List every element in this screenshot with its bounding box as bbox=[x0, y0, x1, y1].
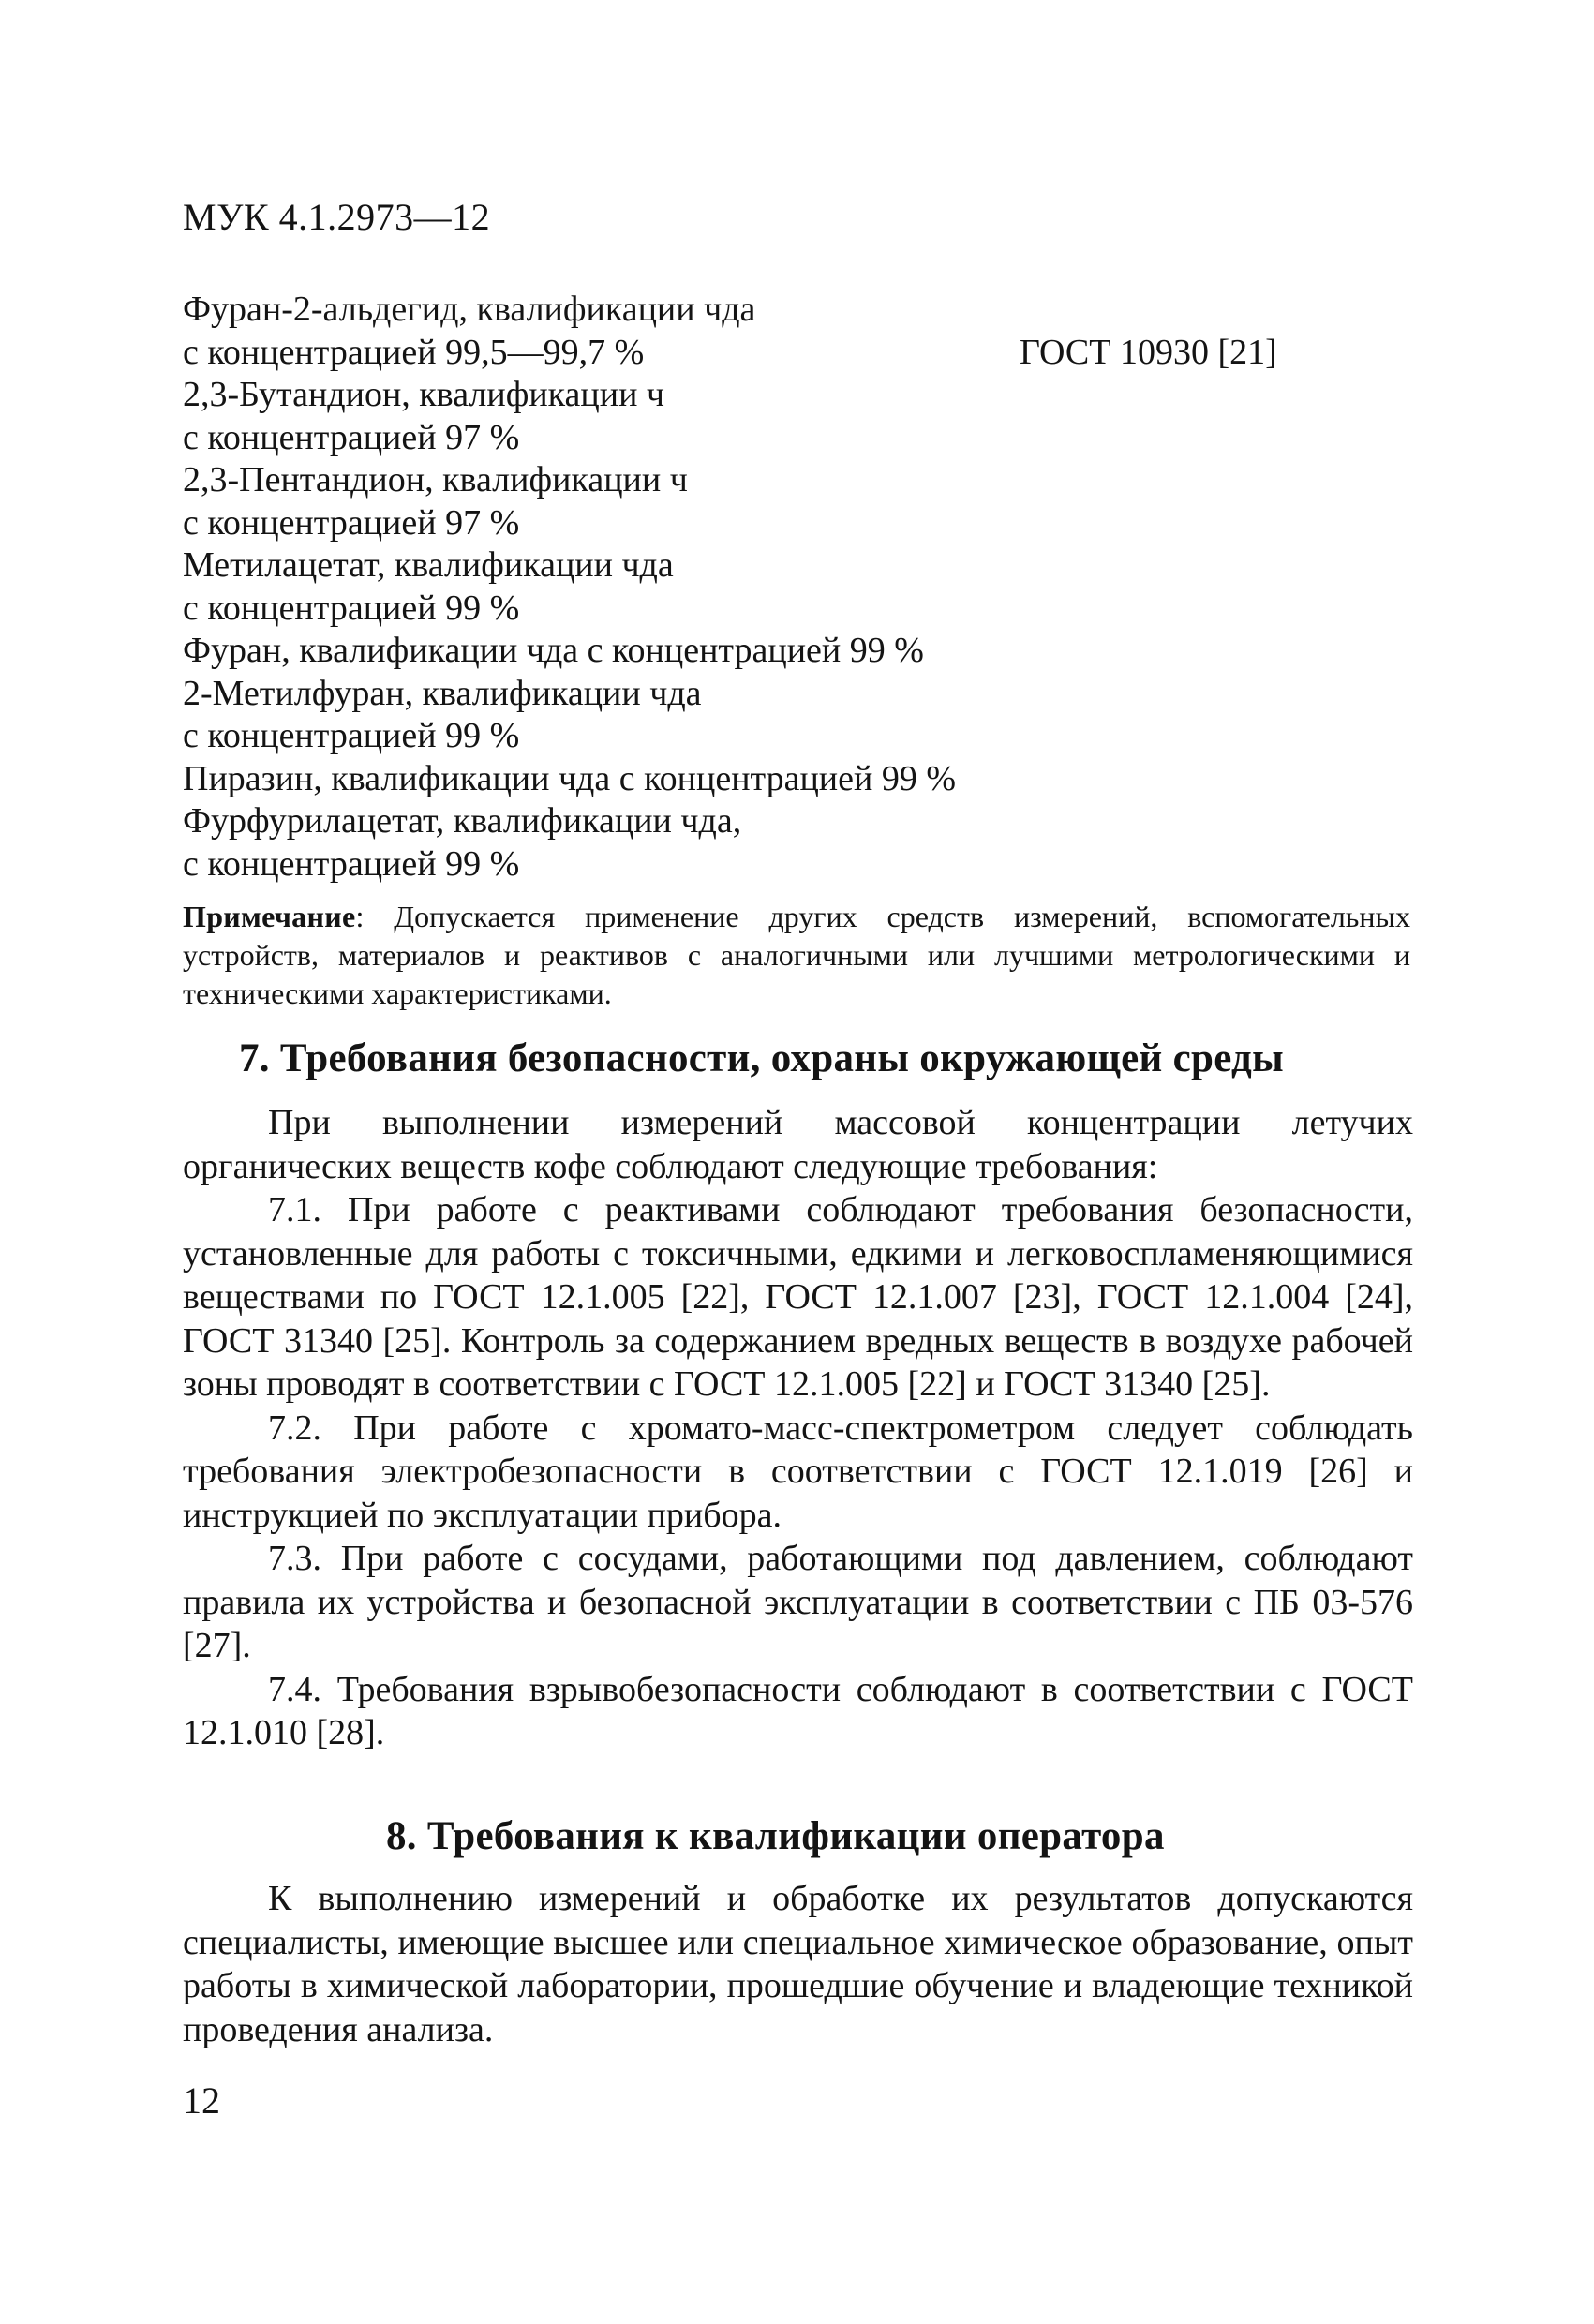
reagent-line bbox=[183, 289, 1429, 332]
note-label: Примечание bbox=[183, 900, 356, 933]
reagent-line bbox=[183, 843, 1429, 886]
section-7-paragraph: При выполнении измерений массовой концентрации летучих органических веществ кофе соблюдают следующие требования: bbox=[183, 1103, 1413, 1186]
reagent-text: с концентрацией 99 % bbox=[183, 716, 520, 755]
reagent-line bbox=[183, 417, 1429, 460]
reagent-text: 2-Метилфуран, квалификации чда bbox=[183, 673, 702, 713]
reagent-line bbox=[183, 459, 1429, 502]
reagent-text: с концентрацией 99,5—99,7 % bbox=[183, 332, 645, 372]
reagent-line bbox=[183, 758, 1429, 801]
reagent-line bbox=[183, 673, 1429, 716]
section-8-heading: 8. Требования к квалификации оператора bbox=[386, 1814, 1165, 1858]
note-paragraph bbox=[183, 898, 1410, 1013]
reagent-text: с концентрацией 99 % bbox=[183, 588, 520, 628]
reagent-text: Метилацетат, квалификации чда bbox=[183, 545, 674, 585]
reagent-line bbox=[183, 332, 1429, 375]
section-8-body bbox=[183, 1877, 1413, 2051]
reagent-standard: ГОСТ 10930 [21] bbox=[1020, 332, 1277, 372]
note-text: : Допускается применение других средств измерений, вспомогательных устройств, материалов и реактивов с аналогичными или лучшими метрологическими и техническими характеристиками. bbox=[183, 900, 1410, 1010]
reagent-line bbox=[183, 630, 1429, 673]
reagent-line bbox=[183, 544, 1429, 588]
reagent-text: с концентрацией 99 % bbox=[183, 843, 520, 884]
reagent-line bbox=[183, 588, 1429, 631]
section-7-paragraph: 7.2. При работе с хромато-масс-спектрометром следует соблюдать требования электробезопасности в соответствии с ГОСТ 12.1.019 [26] и инструкцией по эксплуатации прибора. bbox=[183, 1408, 1413, 1535]
reagent-text: с концентрацией 97 % bbox=[183, 502, 520, 543]
reagent-line bbox=[183, 374, 1429, 417]
reagent-text: Пиразин, квалификации чда с концентрацией 99 % bbox=[183, 758, 956, 798]
section-8-paragraph: К выполнению измерений и обработке их результатов допускаются специалисты, имеющие высшее или специальное химическое образование, опыт работы в химической лаборатории, прошедшие обучение и владеющие техникой проведения анализа. bbox=[183, 1879, 1413, 2049]
section-7-heading: 7. Требования безопасности, охраны окружающей среды bbox=[239, 1036, 1284, 1080]
section-7-paragraph: 7.1. При работе с реактивами соблюдают требования безопасности, установленные для работы с токсичными, едкими и легковоспламеняющимися веществами по ГОСТ 12.1.005 [22], ГОСТ 12.1.007 [23], ГОСТ 12.1.004 [24], ГОСТ 31340 [25]. Контроль за содержанием вредных веществ в воздухе рабочей зоны проводят в соответствии с ГОСТ 12.1.005 [22] и ГОСТ 31340 [25]. bbox=[183, 1190, 1413, 1404]
reagent-text: Фуран, квалификации чда с концентрацией 99 % bbox=[183, 631, 924, 670]
reagent-line bbox=[183, 715, 1429, 758]
reagent-text: Фуран-2-альдегид, квалификации чда bbox=[183, 290, 756, 329]
page-number: 12 bbox=[183, 2079, 220, 2122]
document-code-header: МУК 4.1.2973—12 bbox=[183, 196, 491, 238]
section-7-body bbox=[183, 1101, 1413, 1755]
reagent-line bbox=[183, 800, 1429, 843]
reagents-list bbox=[183, 289, 1429, 886]
section-7-paragraph: 7.3. При работе с сосудами, работающими под давлением, соблюдают правила их устройства и безопасной эксплуатации в соответствии с ПБ 03-576 [27]. bbox=[183, 1539, 1413, 1665]
reagent-text: 2,3-Бутандион, квалификации ч bbox=[183, 375, 665, 414]
reagent-text: с концентрацией 97 % bbox=[183, 417, 520, 457]
reagent-text: Фурфурилацетат, квалификации чда, bbox=[183, 801, 742, 841]
reagent-line bbox=[183, 502, 1429, 545]
reagent-text: 2,3-Пентандион, квалификации ч bbox=[183, 460, 688, 499]
section-7-paragraph: 7.4. Требования взрывобезопасности соблюдают в соответствии с ГОСТ 12.1.010 [28]. bbox=[183, 1669, 1413, 1752]
